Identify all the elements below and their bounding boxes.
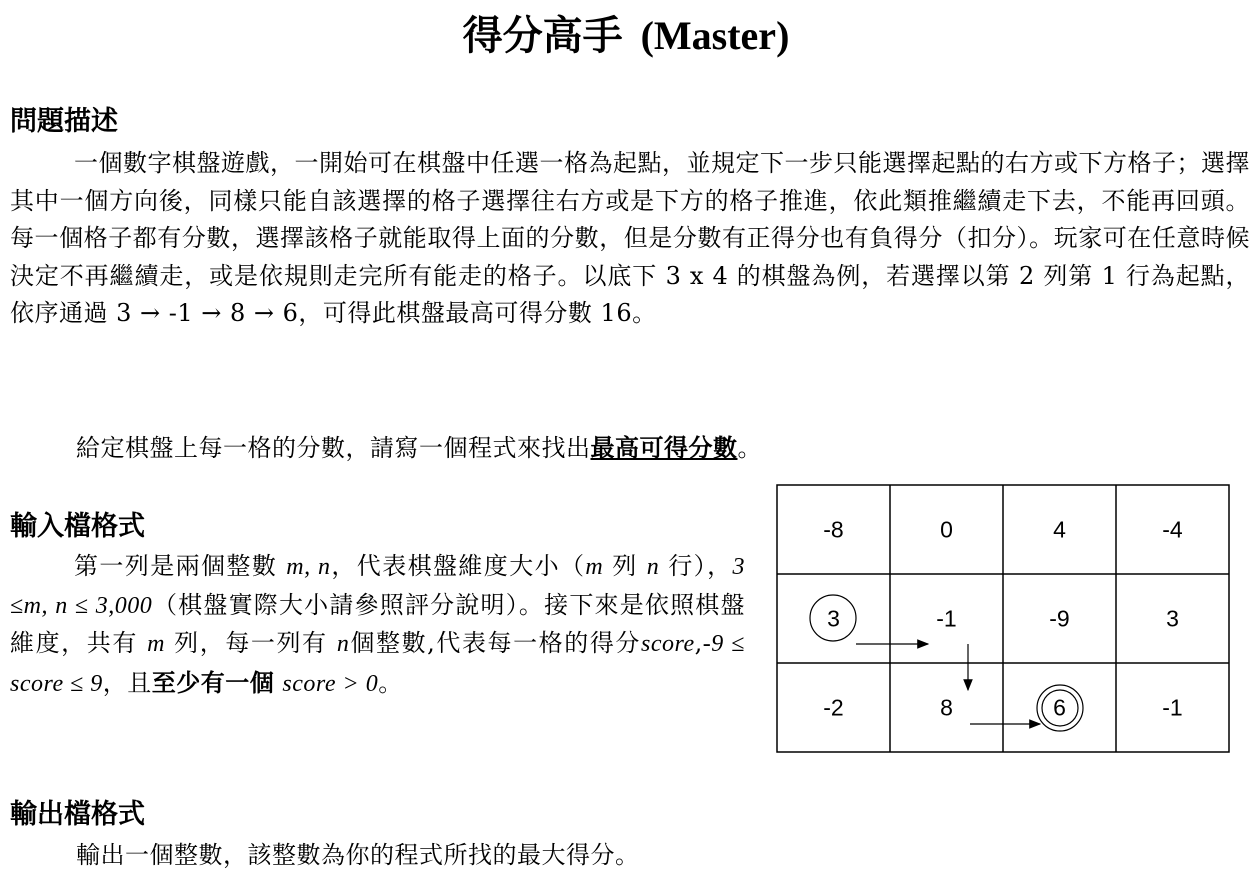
input-paragraph [10, 548, 745, 703]
board-cell: 3 [827, 605, 840, 632]
title-zh: 得分高手 [462, 13, 623, 59]
goal-prefix: 給定棋盤上每一格的分數，請寫一個程式來找出 [76, 434, 591, 462]
board-cell: -4 [1162, 516, 1183, 543]
input-var: score [641, 631, 695, 657]
input-text: 個整數,代表每一格的得分 [349, 629, 641, 657]
input-var: n [336, 631, 350, 657]
problem-description [10, 145, 1250, 333]
input-heading: 輸入檔格式 [10, 511, 145, 542]
example-board [776, 484, 1230, 753]
input-bold: 至少有一個 [151, 667, 275, 697]
input-text: 。 [378, 668, 403, 697]
input-text: , [694, 629, 703, 657]
board-cell: -1 [1162, 694, 1183, 721]
goal-suffix: 。 [737, 434, 762, 462]
input-var: -9 ≤ score ≤ 9 [10, 631, 745, 697]
board-cell: 8 [940, 694, 953, 721]
board-cell: -8 [823, 516, 844, 543]
board-cell: 0 [940, 516, 953, 543]
board-cell: 6 [1053, 694, 1066, 721]
problem-heading: 問題描述 [10, 106, 118, 137]
title-en: (Master) [640, 13, 790, 58]
input-text: 行）， [659, 552, 733, 580]
input-text: 第一列是兩個整數 [74, 552, 287, 580]
board-cell: -9 [1049, 605, 1070, 632]
input-var: m, n [286, 554, 331, 580]
input-text: 列，每一列有 [164, 629, 337, 657]
input-var: 3 ≤m, n ≤ 3,000 [10, 554, 745, 619]
board-cell: 4 [1053, 516, 1066, 543]
goal-emphasis: 最高可得分數 [590, 433, 738, 462]
input-description [10, 548, 745, 703]
input-var: m [585, 554, 604, 580]
input-text: ，代表棋盤維度大小（ [330, 552, 586, 580]
page-title [0, 8, 1252, 64]
problem-goal [76, 429, 762, 468]
board-cell: 3 [1166, 605, 1179, 632]
input-text: ，且 [102, 668, 152, 697]
board-grid [776, 484, 1230, 753]
input-var: n [646, 554, 660, 580]
problem-paragraph: 一個數字棋盤遊戲，一開始可在棋盤中任選一格為起點，並規定下一步只能選擇起點的右方或下方格子；選擇其中一個方向後，同樣只能自該選擇的格子選擇往右方或是下方的格子推進，依此類推繼續走下去，不能再回頭。每一個格子都有分數，選擇該格子就能取得上面的分數，但是分數有正得分也有負得分（扣分）。玩家可在任意時候決定不再繼續走，或是依規則走完所有能走的格子。以底下 3 x 4 的棋盤為例，若選擇以第 2 列第 1 行為起點，依序通過 3 → -1 → 8 → 6，可得此棋盤最高可得分數 16。 [10, 149, 1250, 327]
input-text: 列 [603, 552, 647, 580]
output-heading: 輸出檔格式 [10, 799, 145, 830]
input-text: （棋盤實際大小請參照評分說明）。接下來是依照棋盤維度，共有 [10, 590, 746, 657]
input-var: score > 0 [282, 670, 379, 697]
input-var: m [147, 631, 165, 657]
board-cell: -1 [936, 605, 957, 632]
output-description: 輸出一個整數，該整數為你的程式所找的最大得分。 [76, 841, 640, 869]
board-cell: -2 [823, 694, 844, 721]
